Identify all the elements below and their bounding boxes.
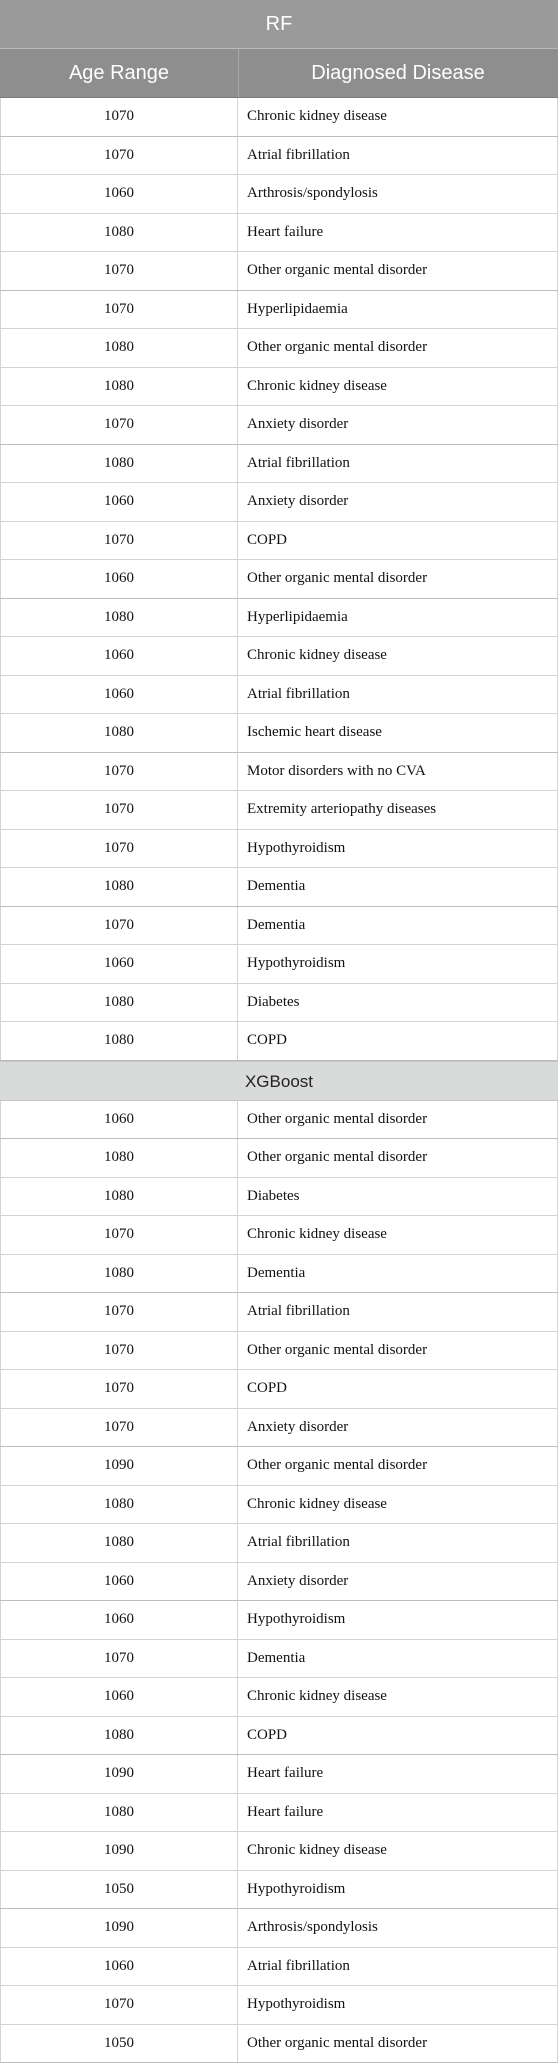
age-range-cell: 1080 — [0, 329, 238, 367]
diagnosed-disease-cell: Hypothyroidism — [238, 1601, 558, 1639]
age-range-cell: 1070 — [0, 791, 238, 829]
diagnosed-disease-cell: Other organic mental disorder — [238, 252, 558, 290]
diagnosed-disease-cell: Arthrosis/spondylosis — [238, 175, 558, 213]
age-range-cell: 1090 — [0, 1447, 238, 1485]
diagnosed-disease-cell: Motor disorders with no CVA — [238, 753, 558, 791]
section-title-xgboost: XGBoost — [0, 1061, 558, 1101]
age-range-cell: 1080 — [0, 1178, 238, 1216]
table-row — [0, 907, 558, 946]
table-row — [0, 945, 558, 984]
age-range-cell: 1080 — [0, 445, 238, 483]
table-row — [0, 1986, 558, 2025]
age-range-cell: 1060 — [0, 1563, 238, 1601]
table-row — [0, 1563, 558, 1602]
table-row — [0, 1178, 558, 1217]
table-row — [0, 830, 558, 869]
table-row — [0, 1948, 558, 1987]
diagnosed-disease-cell: Hypothyroidism — [238, 1986, 558, 2024]
diagnosed-disease-cell: Atrial fibrillation — [238, 445, 558, 483]
age-range-cell: 1050 — [0, 1871, 238, 1909]
age-range-cell: 1090 — [0, 1755, 238, 1793]
table-row — [0, 1794, 558, 1833]
diagnosed-disease-cell: Chronic kidney disease — [238, 1832, 558, 1870]
diagnosed-disease-cell: Other organic mental disorder — [238, 1139, 558, 1177]
diagnosed-disease-cell: Diabetes — [238, 1178, 558, 1216]
diagnosed-disease-cell: Extremity arteriopathy diseases — [238, 791, 558, 829]
diagnosed-disease-cell: Chronic kidney disease — [238, 1678, 558, 1716]
table-row — [0, 753, 558, 792]
diagnosed-disease-cell: COPD — [238, 1022, 558, 1060]
table-row — [0, 406, 558, 445]
diagnosed-disease-cell: Other organic mental disorder — [238, 1101, 558, 1139]
age-range-cell: 1060 — [0, 1678, 238, 1716]
table-row — [0, 984, 558, 1023]
diagnosed-disease-cell: Atrial fibrillation — [238, 676, 558, 714]
diagnosed-disease-cell: Hypothyroidism — [238, 830, 558, 868]
age-range-cell: 1080 — [0, 714, 238, 752]
table-row — [0, 1678, 558, 1717]
age-range-cell: 1070 — [0, 753, 238, 791]
diagnosed-disease-cell: Anxiety disorder — [238, 483, 558, 521]
age-range-cell: 1060 — [0, 676, 238, 714]
age-range-cell: 1080 — [0, 214, 238, 252]
diagnosed-disease-cell: Atrial fibrillation — [238, 1524, 558, 1562]
age-range-cell: 1060 — [0, 1948, 238, 1986]
header-age-range: Age Range — [0, 49, 239, 97]
diagnosed-disease-cell: Anxiety disorder — [238, 1409, 558, 1447]
table-row — [0, 329, 558, 368]
diagnosed-disease-cell: Arthrosis/spondylosis — [238, 1909, 558, 1947]
table-row — [0, 522, 558, 561]
age-range-cell: 1080 — [0, 1022, 238, 1060]
diagnosed-disease-cell: Other organic mental disorder — [238, 1332, 558, 1370]
diagnosed-disease-cell: Atrial fibrillation — [238, 1293, 558, 1331]
age-range-cell: 1080 — [0, 599, 238, 637]
diagnosed-disease-cell: Other organic mental disorder — [238, 2025, 558, 2063]
table-row — [0, 1255, 558, 1294]
table-row — [0, 1717, 558, 1756]
age-range-cell: 1080 — [0, 1255, 238, 1293]
diagnosed-disease-cell: Heart failure — [238, 1794, 558, 1832]
diagnosed-disease-cell: Anxiety disorder — [238, 1563, 558, 1601]
age-range-cell: 1080 — [0, 1486, 238, 1524]
table-row — [0, 1871, 558, 1910]
table-row — [0, 1524, 558, 1563]
age-range-cell: 1090 — [0, 1909, 238, 1947]
table-row — [0, 868, 558, 907]
diagnosed-disease-cell: COPD — [238, 522, 558, 560]
age-range-cell: 1070 — [0, 1370, 238, 1408]
header-diagnosed-disease: Diagnosed Disease — [311, 62, 485, 84]
diagnosed-disease-cell: Hyperlipidaemia — [238, 599, 558, 637]
table-row — [0, 214, 558, 253]
diagnosed-disease-cell: Hyperlipidaemia — [238, 291, 558, 329]
diagnosed-disease-cell: Chronic kidney disease — [238, 637, 558, 675]
table-row — [0, 98, 558, 137]
table-row — [0, 1409, 558, 1448]
table-row — [0, 1832, 558, 1871]
table-row — [0, 1216, 558, 1255]
table-row — [0, 252, 558, 291]
age-range-cell: 1070 — [0, 1409, 238, 1447]
table-row — [0, 137, 558, 176]
diagnosed-disease-cell: Chronic kidney disease — [238, 98, 558, 136]
diagnosed-disease-cell: COPD — [238, 1717, 558, 1755]
age-range-cell: 1070 — [0, 1986, 238, 2024]
table-row — [0, 1640, 558, 1679]
age-range-cell: 1070 — [0, 1640, 238, 1678]
diagnosed-disease-cell: Dementia — [238, 907, 558, 945]
table-row — [0, 1332, 558, 1371]
table-row — [0, 1486, 558, 1525]
xgboost-section — [0, 1101, 558, 2064]
diagnosed-disease-cell: Other organic mental disorder — [238, 329, 558, 367]
age-range-cell: 1060 — [0, 945, 238, 983]
diagnosed-disease-cell: Anxiety disorder — [238, 406, 558, 444]
table-row — [0, 1101, 558, 1140]
age-range-cell: 1070 — [0, 1332, 238, 1370]
table-header — [0, 49, 558, 98]
age-range-cell: 1060 — [0, 175, 238, 213]
age-range-cell: 1070 — [0, 830, 238, 868]
diagnosed-disease-cell: Atrial fibrillation — [238, 1948, 558, 1986]
age-range-cell: 1080 — [0, 1524, 238, 1562]
table-row — [0, 1601, 558, 1640]
table-title: RF — [0, 0, 558, 49]
age-range-cell: 1070 — [0, 1293, 238, 1331]
age-range-cell: 1070 — [0, 1216, 238, 1254]
table-row — [0, 676, 558, 715]
age-range-cell: 1080 — [0, 1717, 238, 1755]
diagnosed-disease-cell: Chronic kidney disease — [238, 1216, 558, 1254]
diagnosed-disease-cell: Chronic kidney disease — [238, 368, 558, 406]
age-range-cell: 1090 — [0, 1832, 238, 1870]
diagnosed-disease-cell: Chronic kidney disease — [238, 1486, 558, 1524]
age-range-cell: 1070 — [0, 406, 238, 444]
diagnosed-disease-cell: Heart failure — [238, 1755, 558, 1793]
diagnosed-disease-cell: Atrial fibrillation — [238, 137, 558, 175]
age-range-cell: 1070 — [0, 98, 238, 136]
table-row — [0, 791, 558, 830]
table-row — [0, 599, 558, 638]
table-row — [0, 1909, 558, 1948]
age-range-cell: 1070 — [0, 252, 238, 290]
age-range-cell: 1050 — [0, 2025, 238, 2063]
table-row — [0, 368, 558, 407]
rf-section — [0, 98, 558, 1061]
age-range-cell: 1070 — [0, 137, 238, 175]
diagnosed-disease-cell: Hypothyroidism — [238, 945, 558, 983]
age-range-cell: 1060 — [0, 1101, 238, 1139]
diagnosed-disease-cell: Hypothyroidism — [238, 1871, 558, 1909]
table-row — [0, 2025, 558, 2064]
table-row — [0, 1447, 558, 1486]
table-row — [0, 1370, 558, 1409]
table-row — [0, 1755, 558, 1794]
age-range-cell: 1070 — [0, 907, 238, 945]
diagnosed-disease-cell: COPD — [238, 1370, 558, 1408]
age-range-cell: 1080 — [0, 984, 238, 1022]
table-row — [0, 445, 558, 484]
table-row — [0, 291, 558, 330]
diagnosed-disease-cell: Dementia — [238, 868, 558, 906]
age-range-cell: 1080 — [0, 1139, 238, 1177]
age-range-cell: 1060 — [0, 637, 238, 675]
diagnosed-disease-cell: Dementia — [238, 1255, 558, 1293]
diagnosed-disease-cell: Other organic mental disorder — [238, 560, 558, 598]
diagnosed-disease-cell: Dementia — [238, 1640, 558, 1678]
age-range-cell: 1070 — [0, 291, 238, 329]
age-range-cell: 1060 — [0, 560, 238, 598]
table-row — [0, 1139, 558, 1178]
table-row — [0, 714, 558, 753]
age-range-cell: 1060 — [0, 483, 238, 521]
table-row — [0, 483, 558, 522]
diagnosed-disease-cell: Ischemic heart disease — [238, 714, 558, 752]
age-range-cell: 1070 — [0, 522, 238, 560]
diagnosed-disease-cell: Other organic mental disorder — [238, 1447, 558, 1485]
table-row — [0, 175, 558, 214]
diagnosed-disease-cell: Diabetes — [238, 984, 558, 1022]
age-range-cell: 1080 — [0, 868, 238, 906]
table-row — [0, 560, 558, 599]
table-row — [0, 637, 558, 676]
age-range-cell: 1080 — [0, 368, 238, 406]
age-range-cell: 1060 — [0, 1601, 238, 1639]
table-row — [0, 1022, 558, 1061]
table-row — [0, 1293, 558, 1332]
age-range-cell: 1080 — [0, 1794, 238, 1832]
diagnosed-disease-cell: Heart failure — [238, 214, 558, 252]
